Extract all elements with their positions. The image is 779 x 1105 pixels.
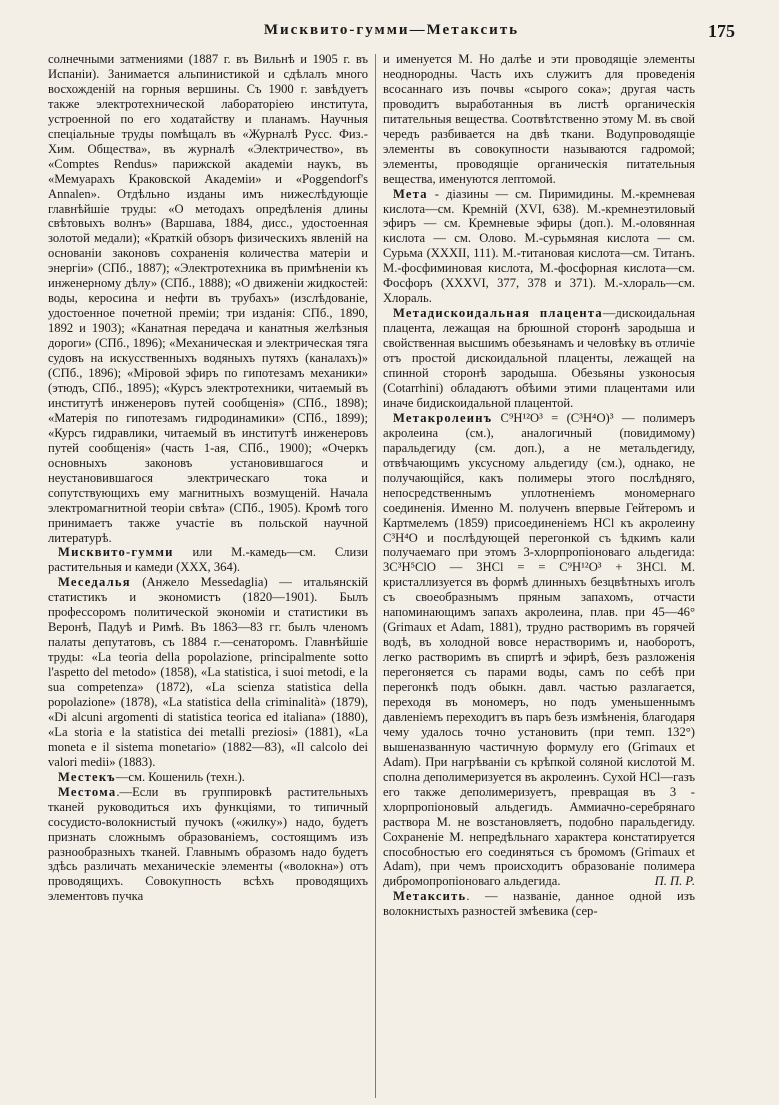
entry-text: —см. Кошениль (техн.). — [115, 769, 245, 784]
entry-metakrolein — [383, 411, 695, 890]
entry-headword: Местома — [58, 784, 117, 799]
entry-mestek — [48, 770, 368, 785]
left-continuation-paragraph — [48, 52, 368, 545]
right-continuation-paragraph — [383, 52, 695, 187]
entry-headword: Метакролеинъ — [393, 410, 493, 425]
entry-text: .—Если въ группировкѣ растительныхъ тканей руководиться ихъ функціями, то типичный сосудисто-волокнистый пучокъ («жилку») надо, будетъ признать сложнымъ образованіемъ, состоящимъ изъ разнообразныхъ тканей. Главнымъ образомъ надо будетъ здѣсь различать механическіе элементы («волокна») отъ проводящихъ. Совокупность всѣхъ проводящихъ элементовъ пучка — [48, 784, 368, 904]
entry-text: - діазины — см. Пиримидины. М.-кремневая кислота—см. Кремній (XVI, 638). М.-кремнеэтиловый эфиръ — см. Кремневые эфиры (доп.). М.-оловянная кислота — см. Олово. М.-сурьмяная кислота — см. Сурьма (XXXII, 111). М.-титановая кислота—см. Титанъ. М.-фосфиминовая кислота, М.-фосфорная кислота—см. Фосфоръ (XXXVI, 377, 378 и 371). М.-хлораль—см. Хлораль. — [383, 186, 695, 306]
right-column — [383, 52, 695, 1100]
paragraph-text: и именуется М. Но далѣе и эти проводящіе элементы неоднородны. Часть ихъ служитъ для проведенія всосаннаго изъ почвы «сырого сока»; другая часть проводитъ выработанныя въ листѣ органическія питательныя вещества. Соотвѣтственно этому М. въ свой чередъ разбивается на двѣ ткани. Водупроводящіе элементы въ совокупности называются гадромой; элементы, проводящіе органическія питательныя вещества, именуются лептомой. — [383, 52, 695, 186]
entry-metadiscoidal-placenta — [383, 306, 695, 411]
entry-messedaglia — [48, 575, 368, 769]
entry-text: C⁹H¹²O³ = (C³H⁴O)³ — полимеръ акролеина (см.), аналогичный (повидимому) паральдегиду (см. доп.), а не метальдегиду, отвѣчающимъ уксусному альдегиду (см.), однако, не получающійся, какъ полимеры этого послѣдняго, непосредственнымъ уплотненіемъ мономернаго соединенія. Именно М. полученъ впервые Гейтеромъ и Картмелемъ (1859) присоединеніемъ HCl къ акролеину C³H⁴O и послѣдующей перегонкой съ ѣдкимъ кали получаемаго при этомъ 3-хлорпропіоноваго альдегида: 3C³H⁵ClO — 3HCl = = C⁹H¹²O³ + 3HCl. М. кристаллизуется въ формѣ длинныхъ безцвѣтныхъ иголъ съ своеобразнымъ пряным запахомъ, отчасти напоминающимъ запахъ акролеина, плав. при 45—46° (Grimaux et Adam, 1881), трудно растворимъ въ горячей водѣ, въ холодной вовсе нерастворимъ и, наоборотъ, легко растворимъ въ спиртѣ и эфирѣ, безъ разложенія перегоняется съ парами воды, самъ по себѣ при перегонкѣ подъ обыкн. давл. частью разлагается, переходя въ мономеръ, но подъ уменьшеннымъ давленіемъ переходитъ въ паръ безъ измѣненія, благодаря чему удалось точно установить (при темп. 132°) вышеназванную частичную формулу его (Grimaux et Adam). При нагрѣваніи съ крѣпкой соляной кислотой М. сполна деполимеризуется въ акролеинъ. Сухой HCl—газъ его также деполимеризуетъ, превращая въ 3 - хлорпропіоновый альдегидъ. Аммиачно-серебрянаго раствора М. не возстановляетъ, подобно паральдегиду. Сохраненіе М. непредѣльнаго характера констатируется способностью его соединяться съ бромомъ (Grimaux et Adam), при чемъ происходитъ образованіе полимера дибромопропіоноваго альдегида. — [383, 410, 695, 889]
entry-text: (Анжело Messedaglia) — итальянскій статистикъ и экономистъ (1820—1901). Былъ профессоромъ политической экономіи и статистики въ Веронѣ, Падуѣ и Римѣ. Въ 1863—83 гг. былъ членомъ палаты депутатовъ, съ 1884 г.—сенаторомъ. Главнѣйшіе труды: «La teoria della popolazione, principalmente sotto l'aspetto del metodo» (1858), «La statistica, i suoi metodi, e la sua competenza» (1872), «La scienza statistica della popolazione» (1878), «La statistica della criminalità» (1879), «Di alcuni argomenti di statistica teorica ed italiana» (1880), «La storia e la statistica dei metalli preziosi» (1881), «La moneta e il sistema monetario» (1882—83), «Il calcolo dei valori medii» (1883). — [48, 575, 368, 769]
entry-text: —дискоидальная плацента, лежащая на брюшной сторонѣ зародыша и свойственная высшимъ обезьянамъ и человѣку въ отличіе отъ простой дискоидальной плаценты, лежащей на спинной сторонѣ зародыша. Обезьяны узконосыя (Cotarrhini) обладаютъ обѣими этими плацентами или иначе бидискоидальной плацентой. — [383, 306, 695, 410]
column-divider — [375, 54, 376, 1098]
entry-headword: Мета — [393, 186, 428, 201]
entry-author-initials: П. П. Р. — [654, 874, 695, 889]
entry-headword: Метаксить — [393, 889, 467, 904]
page-header — [48, 22, 735, 48]
entry-headword: Меседалья — [58, 575, 131, 590]
entry-text: или М.-камедь—см. Слизи растительныя и камеди (XXX, 364). — [48, 545, 368, 575]
entry-mestoma — [48, 785, 368, 905]
entry-text: . — названіе, данное одной изъ волокнистыхъ разностей змѣевика (сер- — [383, 889, 695, 919]
page-number: 175 — [708, 21, 735, 41]
entry-headword: Местекъ — [58, 769, 116, 784]
entry-headword: Метадискоидальная плацента — [393, 306, 603, 321]
entry-metaksit — [383, 889, 695, 919]
paragraph-text: солнечными затмениями (1887 г. въ Вильнѣ и 1905 г. въ Испаніи). Занимается альпинистикой и сдѣлалъ много восхожденій на горныя вершины. Съ 1900 г. завѣдуетъ также электротехнической лабораторіею института, устроенной по его ходатайству и планамъ. Научныя спеціальные труды помѣщалъ въ «Журналѣ Русс. Физ.-Хим. Общества», въ журналѣ «Электричество», въ «Comptes Rendus» парижской академіи наукъ, въ «Мемуарахъ Краковской Академіи» и «Poggendorf's Annalen». Отдѣльно изданы имъ нижеслѣдующіе главнѣйшіе труды: «О методахъ опредѣленія длины свѣтовыхъ волнъ» (Варшава, 1884, дисс., удостоенная золотой медали); «Краткій обзоръ физическихъ явленій на основаніи законовъ сохраненія количества матеріи и энергіи» (СПб., 1887); «Электротехника въ примѣненіи къ инженерному дѣлу» (СПб., 1888); «О движеніи жидкостей: воды, керосина и нефти въ трубахъ» (изслѣдованіе, удостоенное почетной преміи; три изданія: СПб., 1890, 1892 и 1903); «Канатная передача и канатныя желѣзныя дороги» (СПб., 1896); «Механическая и электрическая тяга судовъ на искусственныхъ водяныхъ путяхъ (каналахъ)» (СПб., 1896); «Міровой эфиръ по гипотезамъ механики» (этюдъ, СПб., 1895); «Курсъ электротехники, читаемый въ институтѣ инженеровъ путей сообщенія» (СПб., 1898); «Матерія по гипотезамъ гидродинамики» (СПб., 1899); «Курсъ гидравлики, читаемый въ институтѣ инженеровъ путей сообщенія» (часть 1-ая, СПб., 1900); «Очеркъ основныхъ законовъ установившагося и неустановившагося электрическаго тока и сопутствующихъ ему магнитныхъ возмущеній. Начала электромагнитной теоріи свѣта» (СПб., 1905). Кромѣ того принимаетъ также участіе въ польской научной литературѣ. — [48, 52, 368, 545]
entry-headword: Мисквито-гумми — [58, 545, 174, 560]
left-column — [48, 52, 368, 1100]
running-title: Мисквито-гумми—Метаксить — [263, 22, 520, 38]
entry-meta — [383, 187, 695, 307]
entry-miskvito-gummi — [48, 545, 368, 575]
